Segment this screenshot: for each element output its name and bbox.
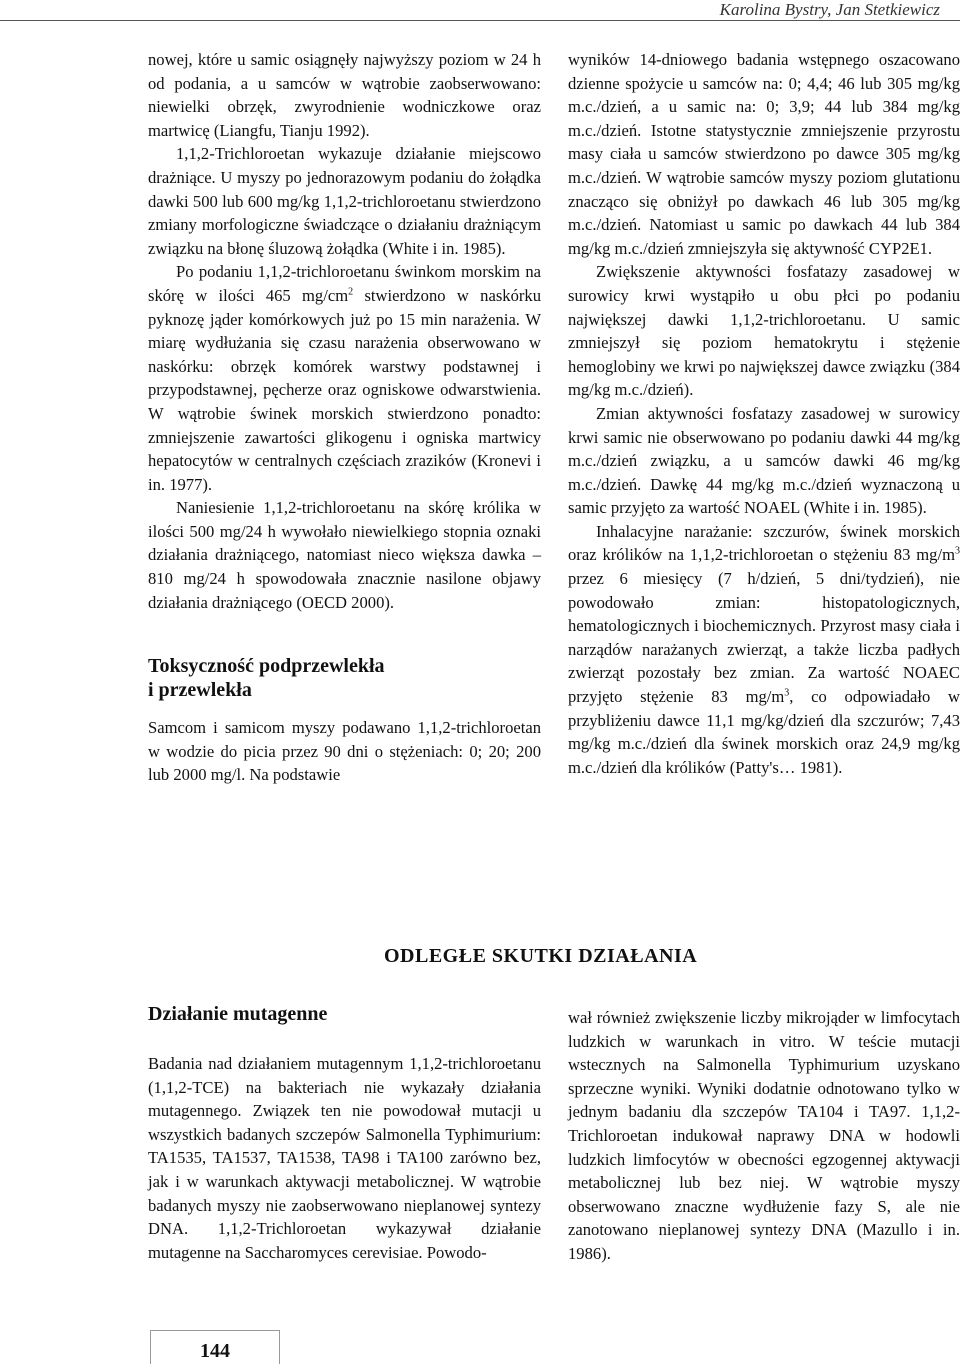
heading-line: i przewlekła (148, 679, 252, 702)
paragraph (148, 260, 541, 496)
text-segment: przez 6 miesięcy (7 h/dzień, 5 dni/tydzień), nie powodowało zmian: histopatologicznych, hematologicznych i biochemicznych. Przyrost masy ciała i narządów narażanych zwierząt, a także liczba padłych zwierząt pozostały bez zmian. Za wartość NOAEC przyjęto stężenie 83 mg/m (568, 569, 960, 707)
subsection-heading (148, 654, 541, 702)
paragraph: Badania nad działaniem mutagennym 1,1,2-trichloroetanu (1,1,2-TCE) na bakteriach nie wykazały działania mutagennego. Związek ten nie powodował mutacji u wszystkich badanych szczepów Salmonella Typhimurium: TA1535, TA1537, TA1538, TA98 i TA100 zarówno bez, jak i w warunkach aktywacji metabolicznej. W wątrobie badanych myszy nie zaobserwowano nieplanowej syntezy DNA. 1,1,2-Trichloroetan wykazywał działanie mutagenne na Saccharomyces cerevisiae. Powodo- (148, 1054, 541, 1262)
paragraph (568, 520, 960, 780)
heading-line: Toksyczność podprzewlekła (148, 655, 385, 678)
paragraph: wał również zwiększenie liczby mikrojąder w limfocytach ludzkich w warunkach in vitro. W teście mutacji wstecznych na Salmonella Typhimurium uzyskano sprzeczne wyniki. Wyniki dodatnie odnotowano tylko w jednym badaniu dla szczepów TA104 i TA97. 1,1,2-Trichloroetan indukował naprawy DNA w hodowli ludzkich limfocytów w obecności egzogennej aktywacji metabolicznej lub bez niej. W wątrobie myszy obserwowano znaczne wydłużenie fazy S, ale nie zanotowano nieplanowej syntezy DNA (Mazullo i in. 1986). (568, 1008, 960, 1263)
superscript: 2 (348, 286, 354, 298)
section-title: ODLEGŁE SKUTKI DZIAŁANIA (384, 945, 698, 967)
paragraph: Zwiększenie aktywności fosfatazy zasadowej w surowicy krwi wystąpiło u obu płci po podaniu największej dawki 1,1,2-trichloroetanu. U samic zmniejszył się poziom hematokrytu i stężenie hemoglobiny we krwi po największej dawce związku (384 mg/kg m.c./dzień). (568, 262, 960, 400)
header-authors: Karolina Bystry, Jan Stetkiewicz (719, 0, 940, 19)
paragraph: Naniesienie 1,1,2-trichloroetanu na skórę królika w ilości 500 mg/24 h wywołało niewielkiego stopnia oznaki działania drażniącego, natomiast nieco większa dawka – 810 mg/24 h spowodowała znacznie nasilone objawy działania drażniącego (OECD 2000). (148, 498, 541, 612)
text-segment: Po podaniu 1,1,2-trichloroetanu świnkom morskim na skórę w ilości 465 mg/cm (148, 262, 541, 305)
left-column-top (148, 48, 541, 787)
page-number: 144 (150, 1330, 280, 1364)
right-column-bottom (568, 1006, 960, 1266)
right-column-top (568, 48, 960, 779)
left-column-bottom (148, 1052, 541, 1264)
superscript: 3 (784, 687, 790, 699)
text-segment: stwierdzono w naskórku pyknozę jąder komórkowych już po 15 min narażenia. W miarę wydłużania się czasu narażenia obserwowano w naskórku: obrzęk komórek warstwy podstawnej i przypodstawnej, pęcherze oraz ogniskowe odwarstwienia. W wątrobie świnek morskich stwierdzono ponadto: zmniejszenie zawartości glikogenu i ogniska martwicy hepatocytów w centralnych częściach zrazików (Kronevi i in. 1977). (148, 285, 541, 494)
text-segment: Inhalacyjne narażanie: szczurów, świnek morskich oraz królików na 1,1,2-trichloroetan o stężeniu 83 mg/m (568, 521, 960, 565)
paragraph: Zmian aktywności fosfatazy zasadowej w surowicy krwi samic nie obserwowano po podaniu dawki 44 mg/kg m.c./dzień związku, a u samców dawki 46 mg/kg m.c./dzień. Dawkę 44 mg/kg m.c./dzień wyznaczoną u samic przyjęto za wartość NOAEL (White i in. 1985). (568, 403, 960, 518)
mutagenic-heading: Działanie mutagenne (148, 1003, 328, 1025)
paragraph: wyników 14-dniowego badania wstępnego oszacowano dzienne spożycie u samców na: 0; 4,4; 46 lub 305 mg/kg m.c./dzień, a u samic na: 0; 3,9; 44 lub 384 mg/kg m.c./dzień. Istotne statystycznie zmniejszenie przyrostu masy ciała u samców stwierdzono po dawce 305 mg/kg m.c./dzień. W wątrobie samców myszy poziom glutationu znacząco się obniżył po dawkach 46 lub 305 mg/kg m.c./dzień. Natomiast u samic po dawkach 44 lub 384 mg/kg m.c./dzień zmniejszyła się aktywność CYP2E1. (568, 50, 960, 258)
paragraph: 1,1,2-Trichloroetan wykazuje działanie miejscowo drażniące. U myszy po jednorazowym podaniu do żołądka dawki 500 lub 600 mg/kg 1,1,2-trichloroetanu stwierdzono zmiany morfologiczne świadczące o działaniu drażniącym związku na błonę śluzową żołądka (White i in. 1985). (148, 144, 541, 258)
running-header (0, 0, 960, 21)
superscript: 3 (955, 545, 960, 557)
text-segment: , co odpowiadało w przybliżeniu dawce 11,1 mg/kg/dzień dla szczurów; 7,43 mg/kg m.c./dzień dla świnek morskich oraz 24,9 mg/kg m.c./dzień dla królików (Patty's… 1981). (568, 687, 960, 777)
paragraph: nowej, które u samic osiągnęły najwyższy poziom w 24 h od podania, a u samców w wątrobie zaobserwowano: niewielki obrzęk, zwyrodnienie wodniczkowe oraz martwicę (Liangfu, Tianju 1992). (148, 50, 541, 140)
paragraph: Samcom i samicom myszy podawano 1,1,2-trichloroetan w wodzie do picia przez 90 dni o stężeniach: 0; 20; 200 lub 2000 mg/l. Na podstawie (148, 718, 541, 785)
